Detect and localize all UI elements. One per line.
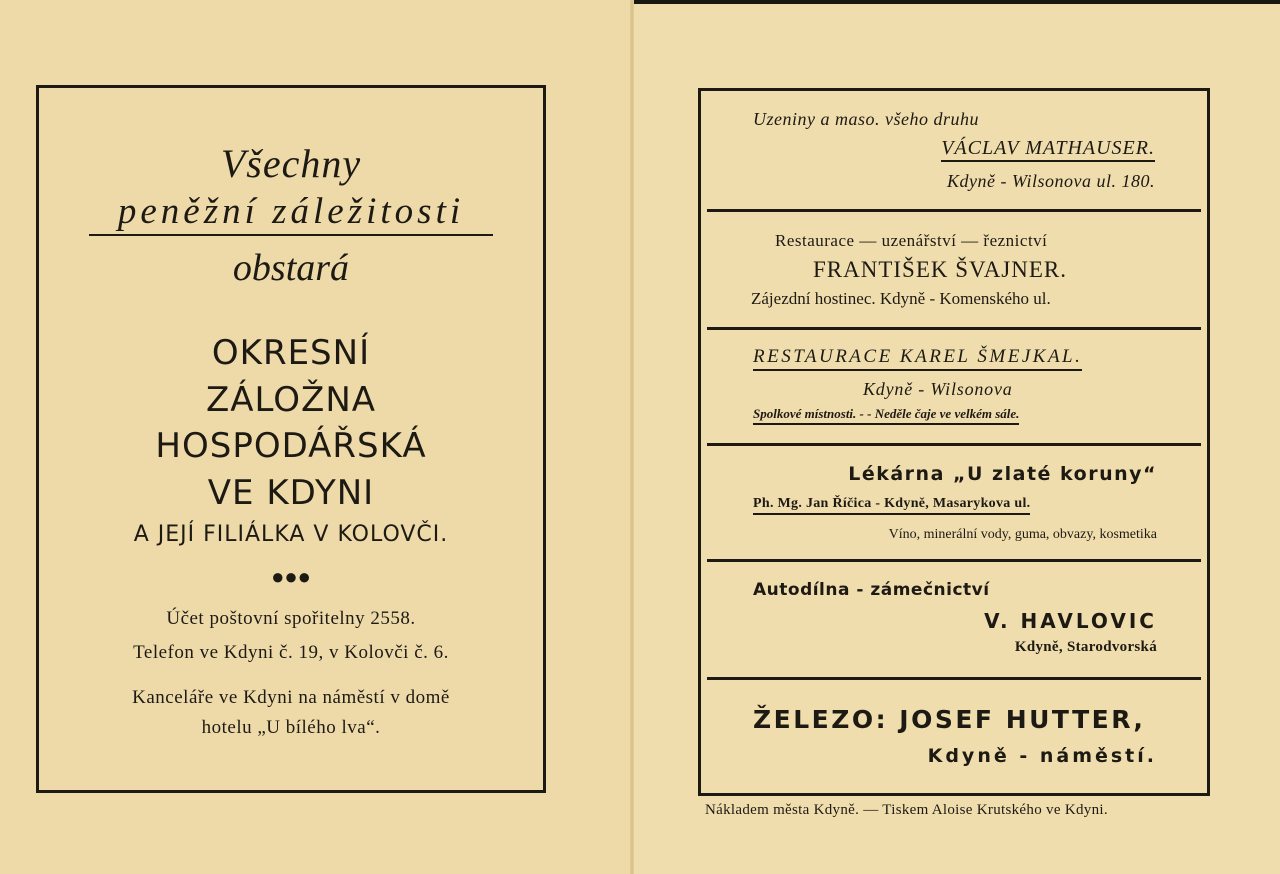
- separator: [707, 677, 1201, 680]
- separator: [707, 443, 1201, 446]
- heading-line2: peněžní záležitosti: [89, 192, 493, 236]
- ad4-goods: Víno, minerální vody, guma, obvazy, kosmetika: [888, 527, 1157, 542]
- heading-line3: obstará: [232, 247, 350, 289]
- office-line1: Kanceláře ve Kdyni na náměstí v domě: [132, 687, 450, 708]
- ornament-dots: ●●●: [271, 564, 311, 589]
- page-fold: [630, 0, 634, 874]
- office-line2: hotelu „U bílého lva“.: [201, 717, 381, 738]
- bank-name-line1: OKRESNÍ: [211, 333, 371, 373]
- ad3-note: Spolkové místnosti. - - Neděle čaje ve velkém sále.: [753, 405, 1019, 425]
- ads-box: [698, 88, 1210, 796]
- ad3-name: RESTAURACE KAREL ŠMEJKAL.: [753, 345, 1082, 371]
- bank-advert: [36, 85, 546, 793]
- bank-name-line3: HOSPODÁŘSKÁ: [155, 426, 427, 466]
- separator: [707, 327, 1201, 330]
- account-number: Účet poštovní spořitelny 2558.: [166, 608, 416, 629]
- ad2-address: Zájezdní hostinec. Kdyně - Komenského ul.: [751, 289, 1051, 308]
- ad5-address: Kdyně, Starodvorská: [1014, 639, 1157, 655]
- ad6-address: Kdyně - náměstí.: [927, 745, 1157, 767]
- ad4-owner: Ph. Mg. Jan Říčica - Kdyně, Masarykova ul.: [753, 495, 1030, 515]
- bank-name-line2: ZÁLOŽNA: [205, 380, 377, 420]
- heading-line1: Všechny: [220, 141, 362, 186]
- bank-name-line4: VE KDYNI: [207, 473, 375, 513]
- ad1-name: VÁCLAV MATHAUSER.: [941, 136, 1155, 162]
- top-edge: [634, 0, 1280, 4]
- separator: [707, 209, 1201, 212]
- ad6-name: ŽELEZO: JOSEF HUTTER,: [753, 705, 1146, 734]
- ad1-address: Kdyně - Wilsonova ul. 180.: [947, 171, 1155, 191]
- printer-footer: Nákladem města Kdyně. — Tiskem Aloise Krutského ve Kdyni.: [705, 802, 1108, 818]
- ad2-name: FRANTIŠEK ŠVAJNER.: [813, 257, 1068, 282]
- bank-branch: A JEJÍ FILIÁLKA V KOLOVČI.: [133, 522, 449, 547]
- ad1-line1: Uzeniny a maso. všeho druhu: [753, 109, 979, 129]
- separator: [707, 559, 1201, 562]
- ad4-name: Lékárna „U zlaté koruny“: [848, 463, 1157, 485]
- ad3-address: Kdyně - Wilsonova: [863, 379, 1013, 399]
- phone-numbers: Telefon ve Kdyni č. 19, v Kolovči č. 6.: [133, 642, 449, 663]
- ad5-name: V. HAVLOVIC: [984, 609, 1157, 633]
- ad2-line1: Restaurace — uzenářství — řeznictví: [775, 231, 1048, 250]
- ad5-trade: Autodílna - zámečnictví: [753, 580, 990, 600]
